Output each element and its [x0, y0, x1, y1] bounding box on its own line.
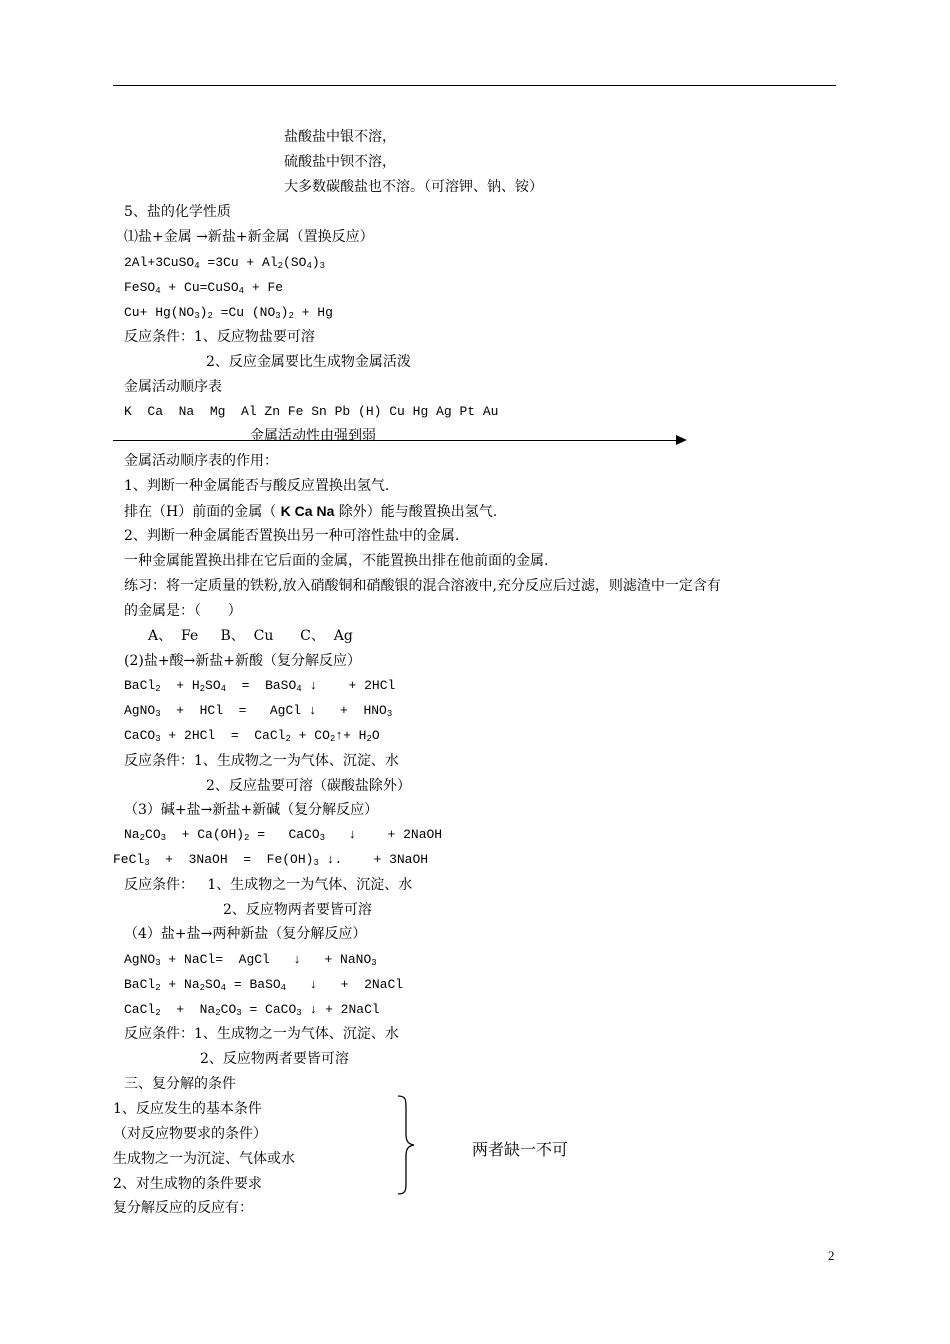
equation-line: CaCO$_3$ + 2HCl = CaCl$_2$ + $CO_2↑+ H_2O$	[124, 728, 380, 744]
section-heading: 三、复分解的条件	[124, 1076, 236, 1092]
section-heading: 5、盐的化学性质	[124, 204, 231, 220]
equation-line: FeCl$_3$ + 3NaOH = $Fe(OH)_3$ ↓. + 3NaOH	[113, 852, 429, 868]
text-line: 反应条件：1、反应物盐要可溶	[124, 329, 315, 345]
text-line: 盐酸盐中银不溶，	[284, 129, 396, 145]
header-rule	[113, 85, 836, 86]
text-line: 2、反应物两者要皆可溶	[223, 902, 372, 918]
text-line: 1、判断一种金属能否与酸反应置换出氢气.	[124, 478, 390, 494]
text-line: 2、反应盐要可溶（碳酸盐除外）	[206, 778, 411, 794]
equation-line: BaCl$_2$ + $H_2SO_4$ = BaSO$_4$ ↓ + 2HCl	[124, 678, 396, 694]
equation-line: 2Al+3CuSO$_4$ $=3Cu + Al_2(SO_4)_3$	[124, 255, 326, 271]
text-line: 一种金属能置换出排在它后面的金属，不能置换出排在他前面的金属.	[124, 553, 549, 569]
text-line: （对反应物要求的条件）	[113, 1126, 267, 1142]
text-line: ⑴盐+金属 →新盐+新金属（置换反应）	[124, 229, 374, 245]
section-heading: （4）盐+盐→两种新盐（复分解反应）	[124, 926, 367, 942]
arrow-label: 金属活动性由强到弱	[250, 428, 376, 444]
equation-line: FeSO$_4$ + Cu=CuSO$_4$ + Fe	[124, 280, 284, 296]
text-line: 排在（H）前面的金属（ K Ca Na 除外）能与酸置换出氢气.	[124, 503, 498, 520]
exercise-question: 练习：将一定质量的铁粉,放入硝酸铜和硝酸银的混合溶液中,充分反应后过滤，则滤渣中一定含有	[124, 578, 721, 594]
text-line: 大多数碳酸盐也不溶。（可溶钾、钠、铵）	[284, 179, 543, 195]
text-line: 2、反应金属要比生成物金属活泼	[206, 354, 411, 370]
equation-line: CaCl$_2$ + $Na_2CO_3$ = CaCO$_3$ ↓ + 2NaCl	[124, 1002, 380, 1018]
arrow-line	[113, 440, 678, 441]
text-line: 金属活动顺序表	[124, 379, 222, 395]
equation-line: $Cu+ Hg(NO_3)_2 =Cu$ $(NO_3)_2 + Hg$	[124, 305, 333, 321]
equation-line: $Na_2CO_3 + Ca(OH)_2$ = CaCO$_3$ ↓ + 2NaOH	[124, 827, 443, 843]
text-line: 金属活动顺序表的作用：	[124, 453, 278, 469]
section-heading: （3）碱+盐→新盐+新碱（复分解反应）	[124, 802, 379, 818]
text-line: 2、反应物两者要皆可溶	[200, 1051, 349, 1067]
equation-line: BaCl$_2$ + $Na_2SO_4$ = BaSO$_4$ ↓ + 2NaCl	[124, 977, 404, 993]
text-line: 2、判断一种金属能否置换出另一种可溶性盐中的金属.	[124, 528, 460, 544]
text-line: 硫酸盐中钡不溶，	[284, 154, 396, 170]
right-brace-icon	[396, 1094, 418, 1196]
text-line: 生成物之一为沉淀、气体或水	[113, 1151, 295, 1167]
text-line: 反应条件：1、生成物之一为气体、沉淀、水	[124, 753, 399, 769]
brace-note: 两者缺一不可	[472, 1140, 569, 1159]
exercise-options: A、 Fe B、 Cu C、 Ag	[148, 628, 353, 644]
page-number: 2	[828, 1248, 835, 1263]
text-line: 1、反应发生的基本条件	[113, 1101, 262, 1117]
section-heading: (2)盐+酸→新盐+新酸（复分解反应）	[124, 653, 362, 669]
activity-series: K Ca Na Mg Al Zn Fe Sn Pb (H) Cu Hg Ag Pt Au	[124, 404, 499, 419]
text-line: 2、对生成物的条件要求	[113, 1176, 262, 1192]
text-line: 复分解反应的反应有：	[113, 1200, 253, 1216]
equation-line: AgNO$_3$ + HCl = AgCl ↓ + $HNO_3$	[124, 703, 393, 719]
text-line: 反应条件： 1、生成物之一为气体、沉淀、水	[124, 877, 413, 893]
exercise-question: 的金属是：（ ）	[124, 603, 242, 619]
equation-line: AgNO$_3$ + NaCl= AgCl ↓ + NaNO$_3$	[124, 952, 377, 968]
text-line: 反应条件：1、生成物之一为气体、沉淀、水	[124, 1026, 399, 1042]
arrow-right-icon	[676, 435, 687, 445]
